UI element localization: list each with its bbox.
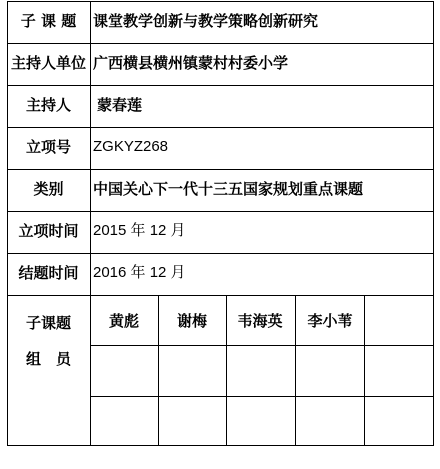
subtopic-label: 子 课 题 xyxy=(20,12,77,30)
host-unit-label: 主持人单位 xyxy=(10,54,86,72)
approval-date-label: 立项时间 xyxy=(18,222,79,240)
member-name: 韦海英 xyxy=(237,312,283,330)
completion-date-value: 2016 年 12 月 xyxy=(93,264,186,281)
completion-date-label: 结题时间 xyxy=(18,264,79,282)
members-label-line2: 组 员 xyxy=(25,350,71,368)
approval-date-value: 2015 年 12 月 xyxy=(93,222,186,239)
category-value: 中国关心下一代十三五国家规划重点课题 xyxy=(93,180,364,198)
members-label-line1: 子课题 xyxy=(25,314,71,332)
category-label: 类别 xyxy=(33,180,64,198)
subtopic-value: 课堂教学创新与教学策略创新研究 xyxy=(93,12,319,30)
host-unit-value: 广西横县横州镇蒙村村委小学 xyxy=(93,54,289,72)
project-number-label: 立项号 xyxy=(25,138,71,156)
project-info-table xyxy=(7,1,434,445)
member-name: 黄彪 xyxy=(108,312,139,330)
member-name: 李小苇 xyxy=(307,312,353,330)
host-person-label: 主持人 xyxy=(25,96,71,114)
project-number-value: ZGKYZ268 xyxy=(93,138,169,155)
host-person-value: 蒙春莲 xyxy=(97,96,143,114)
member-name: 谢梅 xyxy=(176,312,207,330)
